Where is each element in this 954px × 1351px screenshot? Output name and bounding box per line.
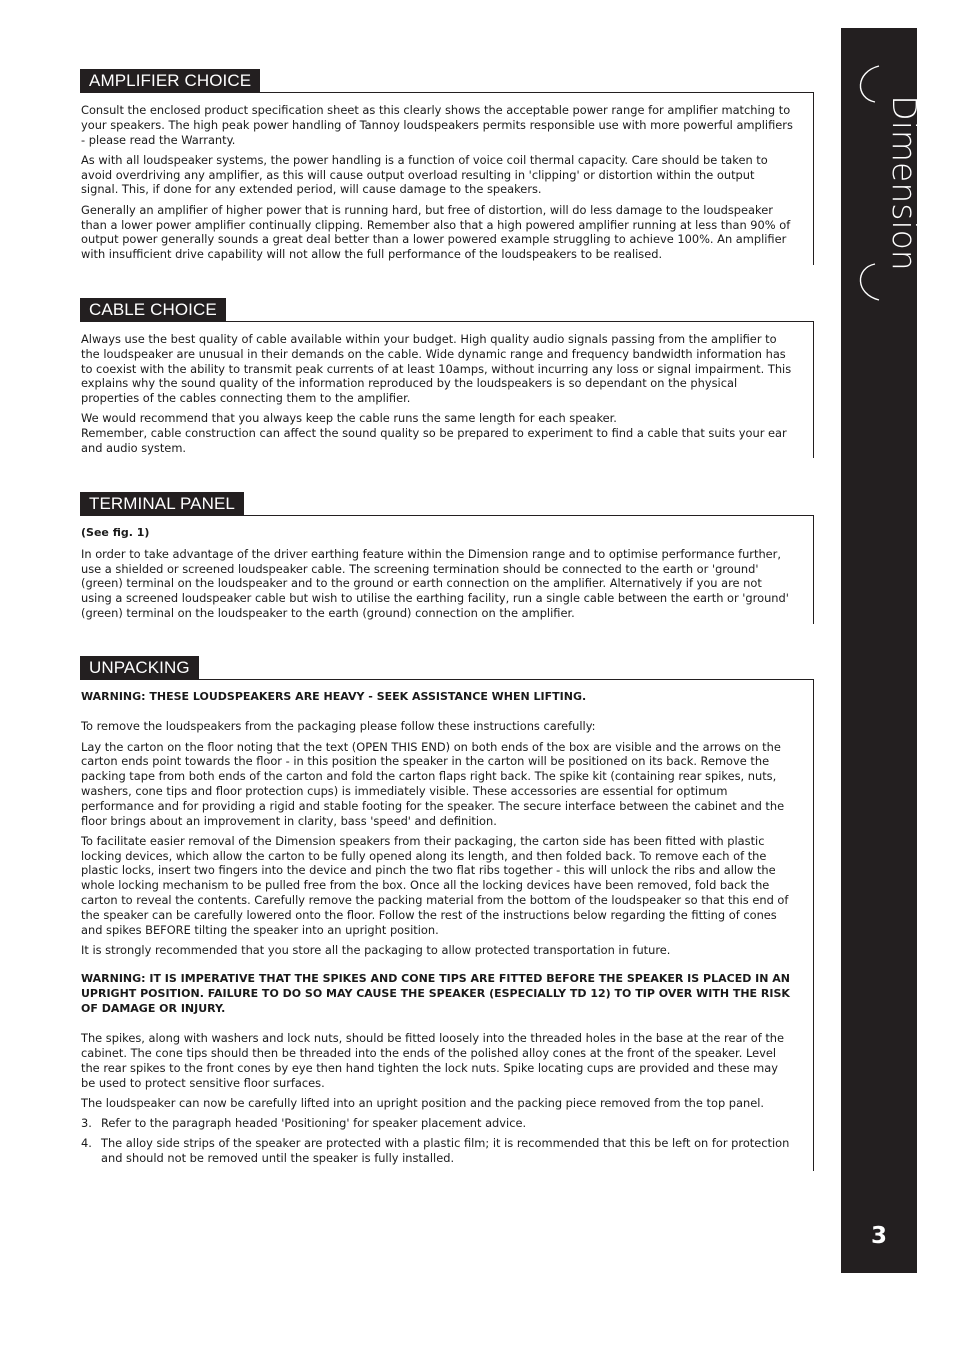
paragraph: Remember, cable construction can affect the sound quality so be prepared to experiment to find a cable that suits your ear and audio system. — [81, 426, 787, 456]
section-body — [80, 322, 814, 458]
section-body — [80, 516, 814, 624]
section-title: TERMINAL PANEL — [80, 492, 244, 516]
warning-text: WARNING: THESE LOUDSPEAKERS ARE HEAVY - SEEK ASSISTANCE WHEN LIFTING. — [81, 690, 587, 703]
paragraph: Consult the enclosed product specification sheet as this clearly shows the acceptable power range for amplifier matching to your speakers. The high peak power handling of Tannoy loudspeakers permits responsible use with more powerful amplifiers - please read the Warranty. — [81, 103, 793, 147]
paragraph: To remove the loudspeakers from the packaging please follow these instructions carefully: — [81, 719, 596, 734]
paragraph: The loudspeaker can now be carefully lifted into an upright position and the packing piece removed from the top panel. — [81, 1095, 765, 1110]
section-unpacking — [80, 656, 814, 1171]
list-item-number: 4. — [81, 1136, 92, 1151]
logo-wordmark: Dimension — [885, 95, 924, 271]
paragraph: Generally an amplifier of higher power that is running hard, but free of distortion, will do less damage to the loudspeaker than a lower power amplifier continually clipping. Remember also that a high powered amplifier running at less than 90% of output power generally sounds a great deal better than a lower powered example struggling to achieve 100%. An amplifier with insufficient drive capability will not allow the full performance of the loudspeakers to be realised. — [81, 202, 791, 262]
paragraph: To facilitate easier removal of the Dimension speakers from their packaging, the carton side has been fitted with plastic locking devices, which allow the carton to be fully opened along its length, and then folded back. To remove each of the plastic locks, insert two fingers into the device and pinch the two flat ribs together - this will unlock the ribs and allow the whole locking mechanism to be pulled free from the box. Once all the locking devices have been removed, fold back the carton to reveal the contents. Carefully remove the packing material from the bottom of the loudspeaker so that this end of the speaker can be carefully lowered onto the floor. Follow the rest of the instructions below regarding the fitting of cones and spikes BEFORE tilting the speaker into an upright position. — [81, 833, 789, 937]
paragraph: As with all loudspeaker systems, the power handling is a function of voice coil thermal capacity. Care should be taken to avoid overdriving any amplifier, as this will cause output overload resulting in 'clipping' or distortion within the output signal. This, if done for any extended period, will cause damage to the speakers. — [81, 152, 768, 197]
sidebar-band — [841, 28, 924, 1273]
instruction-list — [81, 1116, 793, 1166]
section-title: UNPACKING — [80, 656, 199, 680]
section-title: CABLE CHOICE — [80, 298, 226, 322]
list-item — [81, 1116, 793, 1131]
list-item-number: 3. — [81, 1116, 92, 1131]
paragraph: It is strongly recommended that you store all the packaging to allow protected transportation in future. — [81, 942, 671, 957]
figure-reference: (See fig. 1) — [81, 526, 150, 539]
section-body — [80, 93, 814, 265]
section-rule — [80, 679, 814, 680]
section-amplifier-choice — [80, 69, 814, 265]
list-item — [81, 1136, 793, 1166]
paragraph: The spikes, along with washers and lock nuts, should be fitted loosely into the threaded holes in the base at the rear of the cabinet. The cone tips should then be threaded into the ends of the polished alloy cones at the front of the speaker. Level the rear spikes to the front cones by eye then hand tighten the lock nuts. Spike locating cups are provided and these may be used to protect sensitive floor surfaces. — [81, 1031, 785, 1090]
paragraph: Always use the best quality of cable available within your budget. High quality audio signals passing from the amplifier to the loudspeaker are unusual in their demands on the cable. Wide dynamic range and frequency bandwidth information has to coexist with the ability to transmit peak currents of at least 10amps, without incurring any loss or signal impairment. This explains why the sound quality of the information reproduced by the loudspeakers is so dependant on the physical properties of the cables connecting them to the amplifier. — [81, 332, 792, 406]
list-item-text: The alloy side strips of the speaker are protected with a plastic film; it is recommended that this be left on for protection and should not be removed until the speaker is fully installed. — [101, 1136, 790, 1166]
section-rule — [80, 92, 814, 93]
paragraph: We would recommend that you always keep the cable runs the same length for each speaker. — [81, 411, 617, 426]
dimension-logo — [841, 58, 924, 308]
paragraph: Lay the carton on the floor noting that the text (OPEN THIS END) on both ends of the box are visible and the arrows on the carton ends point towards the floor - in this position the speaker in the carton will be positioned on its back. Remove the packing tape from both ends of the carton and fold the carton flaps right back. The spike kit (containing rear spikes, nuts, washers, cone tips and floor protection cups) is immediately visible. These accessories are essential for optimum performance and for providing a rigid and stable footing for the speaker. The secure interface between the cabinet and the floor brings about an improvement in clarity, bass 'speed' and definition. — [81, 739, 785, 828]
page-number: 3 — [870, 1223, 887, 1249]
section-rule — [80, 321, 814, 322]
list-item-text: Refer to the paragraph headed 'Positioning' for speaker placement advice. — [101, 1116, 527, 1131]
paragraph: In order to take advantage of the driver earthing feature within the Dimension range and to optimise performance further, use a shielded or screened loudspeaker cable. The screening termination should be connected to the earth or 'ground' (green) terminal on the loudspeaker and to the ground or earth connection on the amplifier. Alternatively if you are not using a screened loudspeaker cable but wish to utilise the earthing facility, run a single cable between the earth or 'ground' (green) terminal on the loudspeaker to the earth (ground) connection on the amplifier. — [81, 546, 789, 620]
section-body — [80, 680, 814, 1171]
section-title: AMPLIFIER CHOICE — [80, 69, 260, 93]
warning-text: WARNING: IT IS IMPERATIVE THAT THE SPIKES AND CONE TIPS ARE FITTED BEFORE THE SPEAKER IS PLACED IN AN UPRIGHT POSITION. FAILURE TO DO SO MAY CAUSE THE SPEAKER (ESPECIALLY TD 12) TO TIP OVER WITH THE RISK OF DAMAGE OR INJURY. — [81, 972, 791, 1015]
section-rule — [80, 515, 814, 516]
section-cable-choice — [80, 298, 814, 458]
section-terminal-panel — [80, 492, 814, 624]
